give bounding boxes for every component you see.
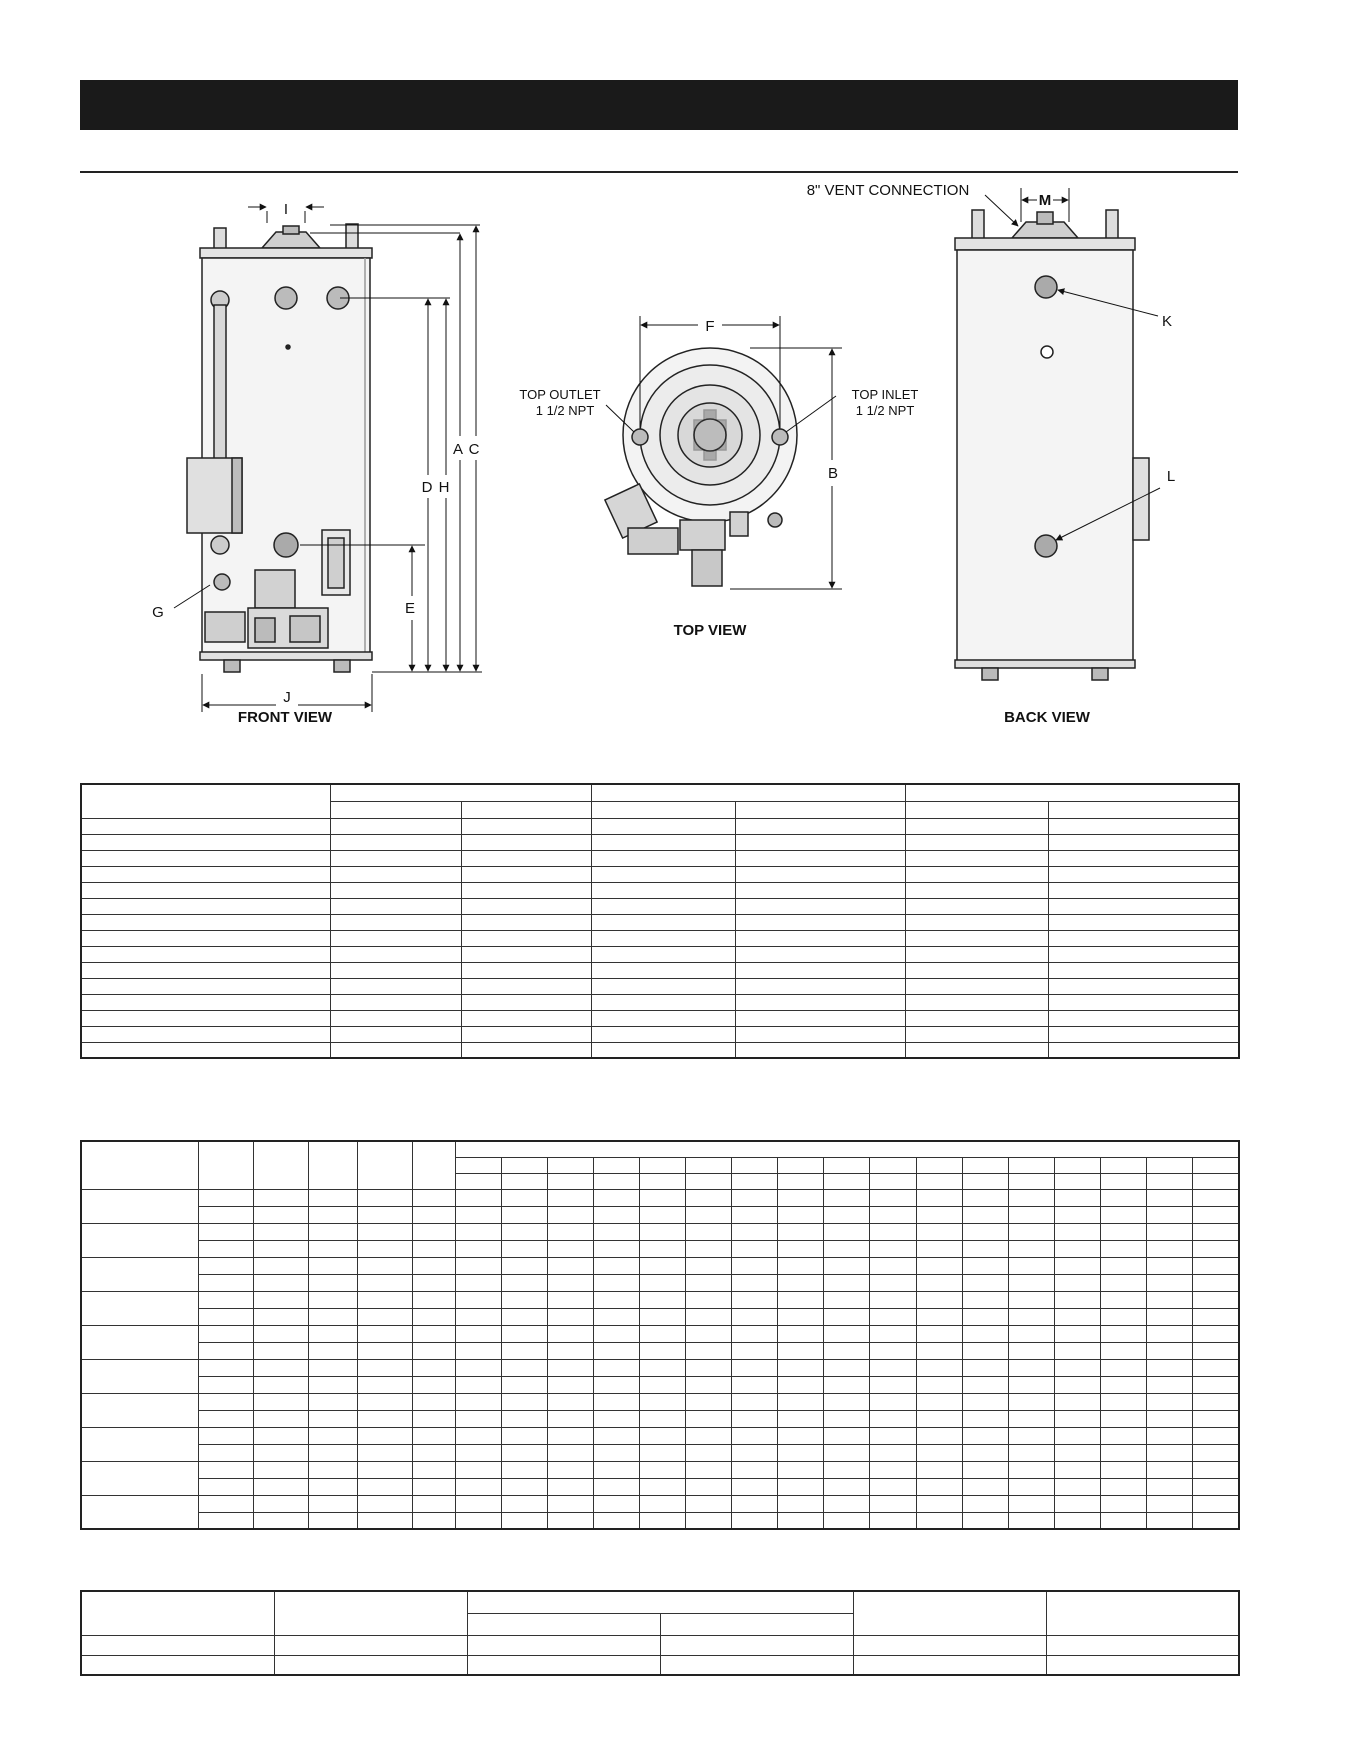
- dimensions-header-cell: [81, 784, 330, 818]
- performance-table: [80, 1140, 1240, 1530]
- dim-d-label: D: [421, 479, 433, 496]
- back-view-caption: BACK VIEW: [1004, 709, 1090, 726]
- dim-k-label: K: [1161, 313, 1173, 330]
- performance-table-row: [81, 1427, 1239, 1444]
- dimensions-table-row: [81, 946, 1239, 962]
- bottom-table-header-row: [81, 1591, 1239, 1613]
- dimensions-header-cell: [591, 784, 905, 801]
- water-heater-dimension-drawing: [0, 0, 1361, 760]
- performance-table-row: [81, 1495, 1239, 1512]
- top-outlet-size: 1 1/2 NPT: [535, 403, 595, 418]
- back-view: [955, 210, 1149, 680]
- dimensions-table: [80, 783, 1240, 1059]
- performance-table-row: [81, 1206, 1239, 1223]
- top-inlet-size: 1 1/2 NPT: [855, 403, 915, 418]
- dimensions-table-body: [81, 818, 1239, 1058]
- dimensions-table-row: [81, 994, 1239, 1010]
- dim-c-label: C: [468, 441, 480, 458]
- performance-table-row: [81, 1189, 1239, 1206]
- dimensions-table-row: [81, 1010, 1239, 1026]
- performance-table-row: [81, 1359, 1239, 1376]
- performance-table-row: [81, 1240, 1239, 1257]
- top-outlet-label: TOP OUTLET: [519, 387, 601, 402]
- dim-l-label: L: [1166, 468, 1176, 485]
- performance-table-row: [81, 1376, 1239, 1393]
- performance-table-row: [81, 1393, 1239, 1410]
- performance-table-row: [81, 1325, 1239, 1342]
- dimensions-table-row: [81, 914, 1239, 930]
- performance-table-row: [81, 1444, 1239, 1461]
- bottom-table-row: [81, 1655, 1239, 1675]
- bottom-table-row: [81, 1635, 1239, 1655]
- top-view-caption: TOP VIEW: [673, 622, 747, 639]
- performance-table-row: [81, 1274, 1239, 1291]
- dimensions-table-row: [81, 850, 1239, 866]
- dimensions-header-cell: [330, 784, 591, 801]
- dim-h-label: H: [438, 479, 450, 496]
- dimensions-table-row: [81, 834, 1239, 850]
- performance-table-row: [81, 1223, 1239, 1240]
- performance-table-row: [81, 1478, 1239, 1495]
- performance-table-row: [81, 1291, 1239, 1308]
- dimensions-table-row: [81, 898, 1239, 914]
- dim-a-label: A: [452, 441, 464, 458]
- dimensions-table-row: [81, 930, 1239, 946]
- performance-table-header: [81, 1141, 1239, 1189]
- performance-table-row: [81, 1512, 1239, 1529]
- performance-header-row: [81, 1141, 1239, 1157]
- front-view-caption: FRONT VIEW: [237, 709, 333, 726]
- dimensions-table-row: [81, 978, 1239, 994]
- dim-e-label: E: [404, 600, 416, 617]
- dimensions-table-row: [81, 882, 1239, 898]
- performance-table-row: [81, 1308, 1239, 1325]
- dim-i-label: I: [283, 201, 289, 218]
- bottom-table-body: [81, 1635, 1239, 1675]
- dim-m-label: M: [1038, 192, 1052, 209]
- dimensions-table-row: [81, 1042, 1239, 1058]
- dimensions-table-row: [81, 1026, 1239, 1042]
- dimensions-table-row: [81, 818, 1239, 834]
- dimensions-table-row: [81, 962, 1239, 978]
- performance-table-body: [81, 1189, 1239, 1529]
- performance-table-row: [81, 1257, 1239, 1274]
- dim-f-label: F: [705, 318, 715, 335]
- performance-table-row: [81, 1342, 1239, 1359]
- dim-g-label: G: [152, 604, 164, 621]
- top-view: [605, 348, 797, 586]
- bottom-table: [80, 1590, 1240, 1676]
- top-inlet-label: TOP INLET: [851, 387, 919, 402]
- dimensions-table-header-row: [81, 784, 1239, 801]
- front-view: [187, 224, 372, 672]
- dim-b-label: B: [827, 465, 839, 482]
- dim-j-label: J: [283, 689, 291, 706]
- dimensions-header-cell: [905, 784, 1239, 801]
- vent-connection-label: 8" VENT CONNECTION: [806, 182, 970, 199]
- performance-table-row: [81, 1461, 1239, 1478]
- dimensions-table-row: [81, 866, 1239, 882]
- performance-table-row: [81, 1410, 1239, 1427]
